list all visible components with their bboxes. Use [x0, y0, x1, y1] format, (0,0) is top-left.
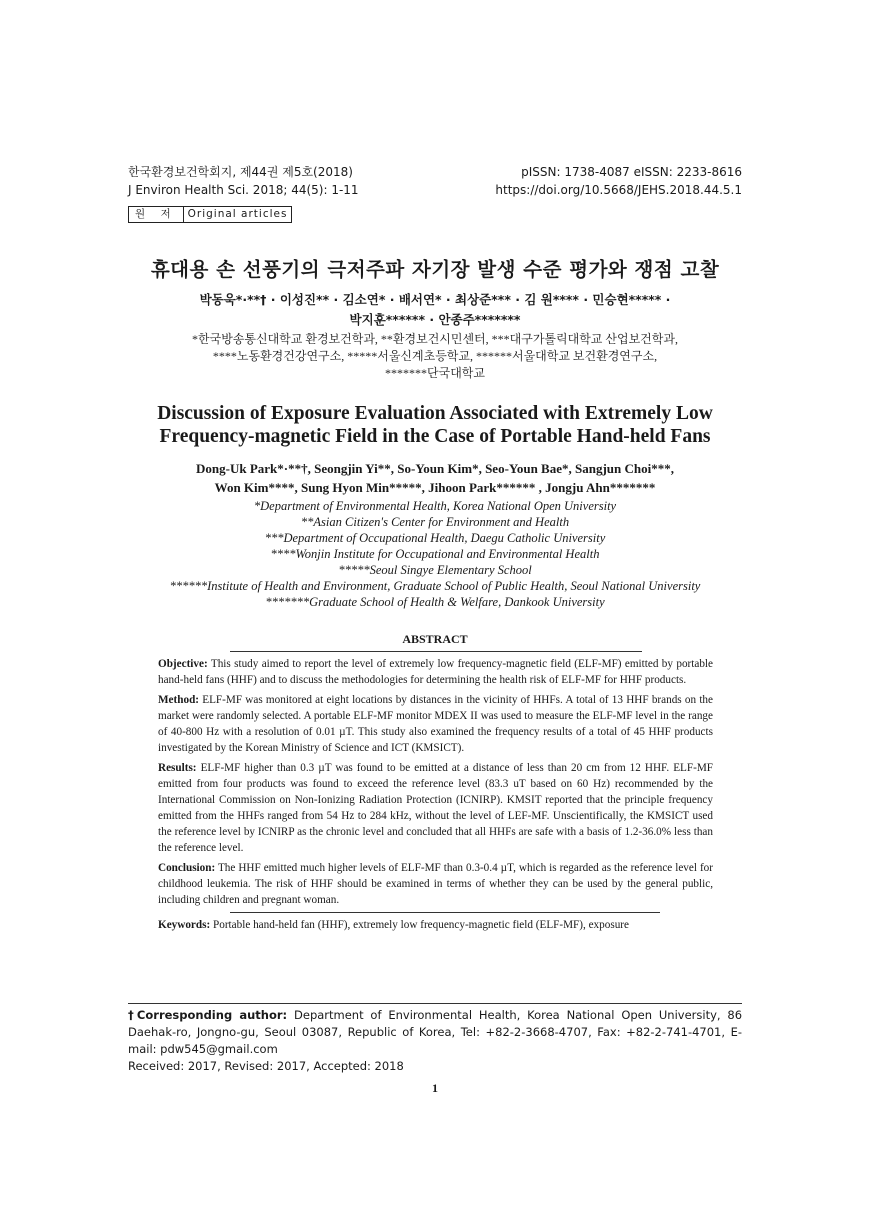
affiliation-line: ****노동환경건강연구소, *****서울신계초등학교, ******서울대학교 보건환경연구소,	[212, 349, 658, 363]
keywords-label: Keywords:	[158, 919, 211, 931]
article-type-en: Original articles	[187, 208, 288, 220]
section-text: This study aimed to report the level of extremely low frequency-magnetic field (ELF-MF) emitted by portable hand-held fans (HHF) and to discuss the methodologies for determining the health risk of ELF-MF for HHF products.	[158, 658, 713, 686]
title-korean: 휴대용 손 선풍기의 극저주파 자기장 발생 수준 평가와 쟁점 고찰	[150, 258, 720, 281]
section-label: Results:	[158, 762, 197, 774]
authors-english	[90, 459, 780, 497]
journal-citation-en: J Environ Health Sci. 2018; 44(5): 1-11	[128, 183, 359, 197]
article-type-ko: 원 저	[129, 207, 184, 222]
received-dates: Received: 2017, Revised: 2017, Accepted: 2018	[128, 1059, 404, 1073]
section-text: ELF-MF was monitored at eight locations by distances in the vicinity of HHFs. A total of 13 HHF brands on the market were randomly selected. A portable ELF-MF monitor MDEX II was used to measure the ELF-MF level in the range of 40-800 Hz with a resolution of 0.01 µT. This study also examined the frequency results of a total of 45 HHF products investigated by the Korean Ministry of Science and ICT (KMSICT).	[158, 694, 713, 754]
authors-korean	[140, 290, 730, 330]
title-english	[0, 402, 870, 448]
affiliations-english	[60, 498, 810, 610]
section-label: Objective:	[158, 658, 208, 670]
section-text: The HHF emitted much higher levels of ELF-MF than 0.3-0.4 µT, which is regarded as the reference level for childhood leukemia. The risk of HHF should be examined in terms of whether they can be used by the general public, including children and pregnant woman.	[158, 862, 713, 906]
keywords-text: Portable hand-held fan (HHF), extremely low frequency-magnetic field (ELF-MF), exposure	[210, 919, 629, 931]
abstract-heading: ABSTRACT	[402, 632, 468, 646]
author-line: 박지훈****** · 안종주*******	[349, 312, 521, 327]
corresponding-author	[128, 1007, 742, 1058]
affiliation-line: *한국방송통신대학교 환경보건학과, **환경보건시민센터, ***대구가톨릭대학교 산업보건학과,	[192, 332, 678, 346]
page-number: 1	[432, 1081, 438, 1095]
author-line: Dong-Uk Park*·**†, Seongjin Yi**, So-Youn Kim*, Seo-Youn Bae*, Sangjun Choi***,	[196, 461, 674, 476]
corresponding-text: Department of Environmental Health, Korea National Open University, 86 Daehak-ro, Jongno-gu, Seoul 03087, Republic of Korea, Tel: +82-2-3668-4707, Fax: +82-2-741-4701, E-mail: pdw545@gmail.com	[128, 1008, 743, 1056]
title-line: Discussion of Exposure Evaluation Associated with Extremely Low	[157, 403, 713, 424]
author-line: Won Kim****, Sung Hyon Min*****, Jihoon Park****** , Jongju Ahn*******	[214, 480, 656, 495]
affiliation-line: *******단국대학교	[385, 366, 485, 380]
abstract-bottom-rule	[230, 912, 660, 913]
author-line: 박동욱*·**† · 이성진** · 김소연* · 배서연* · 최상준*** · 김 원**** · 민승현***** ·	[199, 292, 671, 307]
affiliations-korean	[100, 331, 770, 382]
section-label: Conclusion:	[158, 862, 216, 874]
affiliation-line: ******Institute of Health and Environment, Graduate School of Public Health, Seoul National University	[169, 579, 701, 593]
article-type-badge	[128, 206, 292, 223]
abstract-method	[158, 692, 713, 756]
corresponding-author-footer	[128, 1007, 742, 1075]
affiliation-line: *Department of Environmental Health, Korea National Open University	[253, 499, 617, 513]
title-line: Frequency-magnetic Field in the Case of Portable Hand-held Fans	[159, 426, 711, 447]
issn-text: pISSN: 1738-4087 eISSN: 2233-8616	[521, 165, 742, 179]
corresponding-label: †Corresponding author:	[128, 1008, 288, 1022]
section-label: Method:	[158, 694, 200, 706]
affiliation-line: ****Wonjin Institute for Occupational and Environmental Health	[270, 547, 600, 561]
keywords	[158, 917, 713, 933]
affiliation-line: **Asian Citizen's Center for Environment and Health	[300, 515, 570, 529]
abstract-objective	[158, 656, 713, 688]
affiliation-line: *****Seoul Singye Elementary School	[338, 563, 532, 577]
abstract-conclusion	[158, 860, 713, 908]
journal-name-ko: 한국환경보건학회지, 제44권 제5호(2018)	[128, 165, 353, 179]
journal-header-right	[495, 163, 742, 199]
abstract-body	[158, 656, 713, 937]
affiliation-line: ***Department of Occupational Health, Daegu Catholic University	[264, 531, 606, 545]
journal-header-left	[128, 163, 359, 199]
doi-link[interactable]: https://doi.org/10.5668/JEHS.2018.44.5.1	[495, 183, 742, 197]
affiliation-line: *******Graduate School of Health & Welfare, Dankook University	[265, 595, 605, 609]
abstract-results	[158, 760, 713, 856]
abstract-top-rule	[230, 651, 642, 652]
section-text: ELF-MF higher than 0.3 µT was found to be emitted at a distance of less than 20 cm from 12 HHF. ELF-MF emitted from four products was found to exceed the reference level (83.3 uT based on 60 Hz) recommended by the International Commission on Non-Ionizing Radiation Protection (ICNIRP). KMSIT reported that the principle frequency emitted from the HHFs ranged from 54 Hz to 284 kHz, without the level of LEF-MF. Unscientifically, the KMSICT used the reference level by ICNIRP as the chronic level and concluded that all HHFs are safe with a basis of 1.2-36.0% less than the reference level.	[158, 762, 713, 854]
footer-rule	[128, 1003, 742, 1004]
